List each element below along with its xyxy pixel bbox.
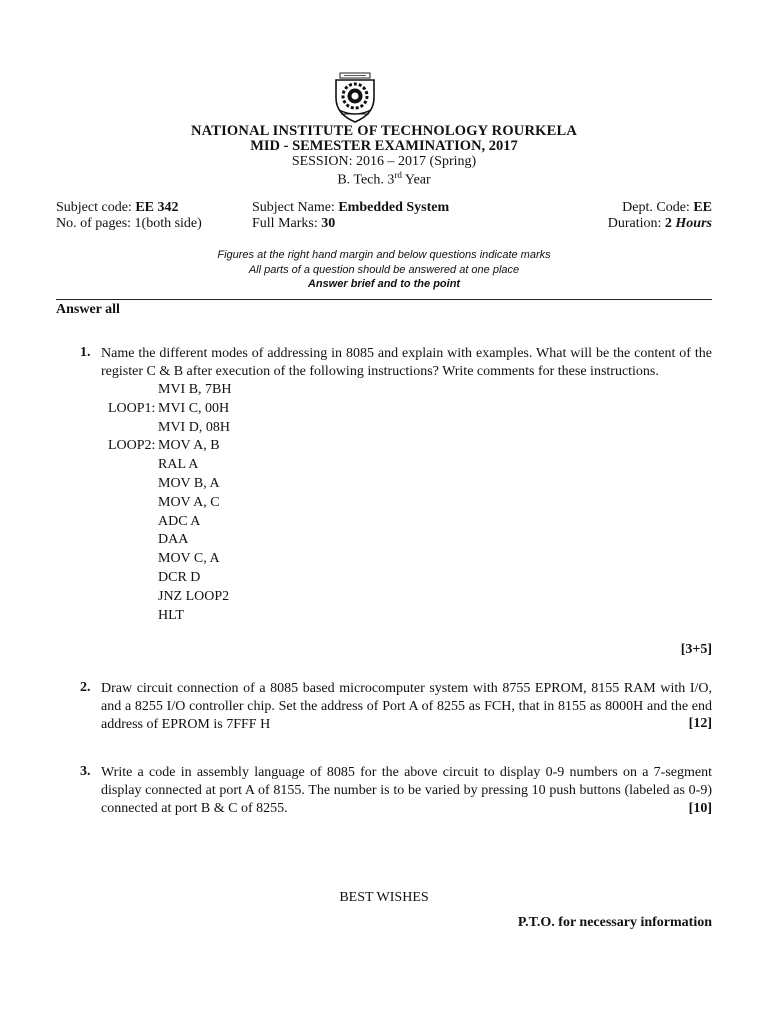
instruction-brief: Answer brief and to the point bbox=[307, 278, 461, 290]
subject-name: Subject Name: Embedded System bbox=[252, 200, 450, 215]
code-line: LOOP2: MOV A, B bbox=[108, 438, 220, 454]
code-line: MOV B, A bbox=[158, 475, 220, 491]
question-2-text: Draw circuit connection of a 8085 based microcomputer system with 8755 EPROM, 8155 RAM with I/O, and a 8255 I/O controller chip. Set the address of Port A of 8255 as FCH, that in 8155 as 8000H and the end address of EPROM is 7FFF H bbox=[101, 681, 712, 732]
code-line: MVI B, 7BH bbox=[158, 382, 232, 397]
code-line: DCR D bbox=[158, 569, 201, 585]
page-count: No. of pages: 1(both side) bbox=[56, 216, 202, 231]
code-listing bbox=[108, 381, 232, 625]
code-line: RAL A bbox=[158, 457, 199, 473]
dept-code: Dept. Code: EE bbox=[622, 200, 712, 215]
header-divider bbox=[56, 299, 712, 300]
code-line: MVI D, 08H bbox=[158, 419, 230, 435]
session: SESSION: 2016 – 2017 (Spring) bbox=[291, 154, 477, 169]
best-wishes: BEST WISHES bbox=[339, 890, 429, 905]
code-line: MOV C, A bbox=[158, 551, 220, 567]
question-1-text: Name the different modes of addressing in 8085 and explain with examples. What will be the content of the register C & B after execution of the following instructions? Write comments for these instructions. bbox=[101, 346, 712, 379]
full-marks: Full Marks: 30 bbox=[252, 216, 336, 231]
code-line: ADC A bbox=[158, 513, 201, 529]
question-2-number: 2. bbox=[80, 680, 91, 695]
exam-title: MID - SEMESTER EXAMINATION, 2017 bbox=[250, 138, 518, 154]
pto-note: P.T.O. for necessary information bbox=[517, 915, 712, 930]
program-year: B. Tech. 3rd Year bbox=[337, 170, 431, 188]
institute-name: NATIONAL INSTITUTE OF TECHNOLOGY ROURKELA bbox=[190, 123, 578, 139]
code-line: HLT bbox=[158, 607, 184, 623]
question-3-text: Write a code in assembly language of 8085 for the above circuit to display 0-9 numbers on a 7-segment display connected at port A of 8155. The number is to be varied by pressing 10 push buttons (labeled as 0-9) connected at port B & C of 8255. bbox=[101, 765, 712, 816]
question-2-marks: [12] bbox=[688, 716, 712, 731]
institute-logo bbox=[332, 72, 378, 124]
instruction-one-place: All parts of a question should be answered at one place bbox=[248, 264, 520, 276]
question-3-marks: [10] bbox=[688, 801, 712, 816]
code-line: JNZ LOOP2 bbox=[158, 588, 230, 604]
question-1-marks: [3+5] bbox=[680, 642, 712, 657]
instruction-marks: Figures at the right hand margin and below questions indicate marks bbox=[217, 249, 551, 261]
subject-code: Subject code: EE 342 bbox=[56, 200, 179, 215]
answer-all-heading: Answer all bbox=[56, 302, 120, 317]
code-line: MOV A, C bbox=[158, 494, 220, 510]
code-line: LOOP1: MVI C, 00H bbox=[108, 400, 230, 416]
code-line: DAA bbox=[158, 532, 189, 548]
question-3-number: 3. bbox=[80, 764, 91, 779]
duration: Duration: 2 Hours bbox=[607, 216, 712, 231]
question-1-number: 1. bbox=[80, 345, 91, 360]
